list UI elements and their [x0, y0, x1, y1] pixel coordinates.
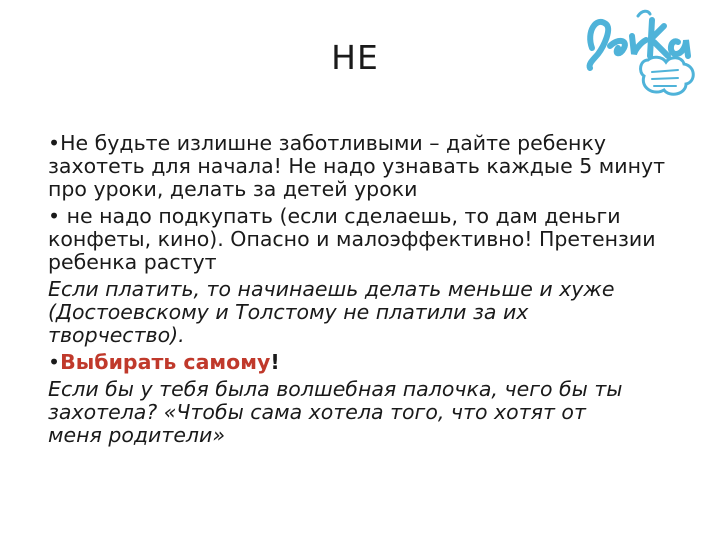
paragraph-1-line-1: •Не будьте излишне заботливыми – дайте ребенку [48, 131, 606, 155]
paragraph-5 [48, 378, 708, 447]
paragraph-3-line-2: (Достоевскому и Толстому не платили за их [48, 300, 529, 324]
bullet: • [48, 204, 61, 228]
slide-title: НЕ [331, 38, 379, 77]
bullet: • [48, 350, 61, 374]
highlight-text: Выбирать самому [60, 350, 271, 374]
paragraph-5-line-2: захотела? «Чтобы сама хотела того, что хотят от [48, 400, 586, 424]
paragraph-2-line-2: конфеты, кино). Опасно и малоэффективно! Претензии [48, 227, 656, 251]
paragraph-2 [48, 205, 708, 274]
bullet: • [48, 131, 61, 155]
slide-body [48, 132, 708, 451]
paragraph-5-line-3: меня родители» [48, 423, 226, 447]
paragraph-2-line-1: • не надо подкупать (если сделаешь, то дам деньги [48, 204, 621, 228]
exclamation-mark: ! [270, 350, 280, 374]
paragraph-3-line-3: творчество). [48, 323, 185, 347]
paragraph-4-line-1 [48, 351, 708, 374]
paragraph-1 [48, 132, 708, 201]
paragraph-5-line-1: Если бы у тебя была волшебная палочка, чего бы ты [48, 377, 623, 401]
paragraph-3 [48, 278, 708, 347]
paragraph-1-line-3: про уроки, делать за детей уроки [48, 177, 418, 201]
paragraph-1-line-2: захотеть для начала! Не надо узнавать каждые 5 минут [48, 154, 666, 178]
paragraph-2-line-3: ребенка растут [48, 250, 217, 274]
paragraph-3-line-1: Если платить, то начинаешь делать меньше и хуже [48, 277, 615, 301]
paragraph-4 [48, 351, 708, 374]
